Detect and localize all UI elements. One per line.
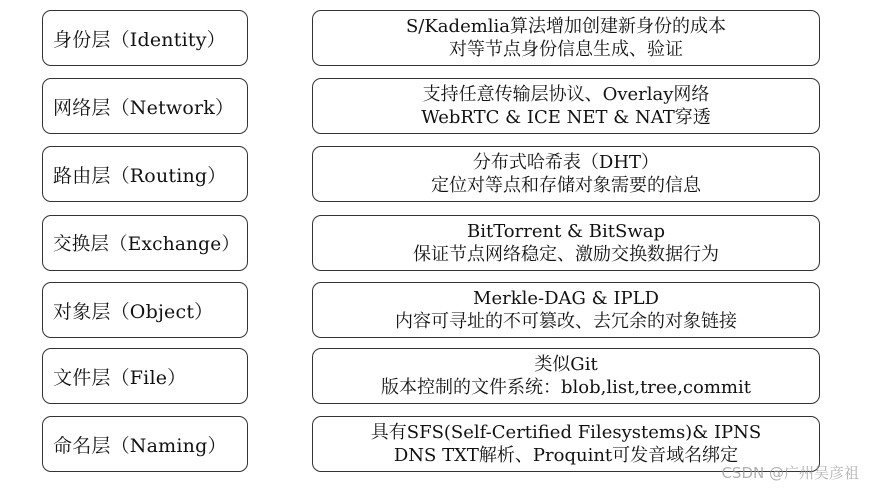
description-line: S/Kademlia算法增加创建新身份的成本 (405, 16, 727, 37)
layer-row-file (0, 348, 873, 406)
description-line: 具有SFS(Self-Certified Filesystems)& IPNS (370, 422, 762, 443)
layer-row-object (0, 282, 873, 340)
layer-box-routing (42, 146, 248, 202)
layer-row-routing (0, 146, 873, 204)
layer-row-exchange (0, 215, 873, 273)
layer-box-object (42, 282, 248, 338)
layer-box-identity (42, 10, 248, 66)
description-line: Merkle-DAG & IPLD (473, 288, 659, 309)
description-line: 支持任意传输层协议、Overlay网络 (422, 84, 710, 105)
description-line: 保证节点网络稳定、激励交换数据行为 (413, 244, 719, 265)
description-line: 内容可寻址的不可篡改、去冗余的对象链接 (395, 311, 737, 332)
watermark: CSDN @广州吴彦祖 (721, 464, 859, 482)
description-box-network (312, 78, 820, 134)
layer-name: 网络层（Network） (53, 96, 235, 119)
layer-name: 对象层（Object） (53, 300, 214, 323)
description-line: 版本控制的文件系统：blob,list,tree,commit (381, 377, 751, 398)
layer-name: 文件层（File） (53, 366, 187, 389)
layer-box-file (42, 348, 248, 404)
layer-name: 身份层（Identity） (53, 28, 226, 51)
description-line: 类似Git (534, 354, 598, 375)
layer-box-naming (42, 416, 248, 472)
description-line: BitTorrent & BitSwap (466, 221, 666, 242)
description-box-object (312, 282, 820, 338)
layer-name: 交换层（Exchange） (53, 234, 241, 255)
layer-row-identity (0, 10, 873, 68)
description-line: 对等节点身份信息生成、验证 (449, 39, 683, 60)
layer-row-network (0, 78, 873, 136)
description-line: WebRTC & ICE NET & NAT穿透 (421, 107, 711, 128)
description-box-routing (312, 146, 820, 202)
description-box-exchange (312, 215, 820, 271)
layer-name: 命名层（Naming） (53, 434, 227, 457)
layer-name: 路由层（Routing） (53, 164, 227, 187)
description-box-file (312, 348, 820, 404)
description-box-identity (312, 10, 820, 66)
layer-box-exchange (42, 215, 248, 271)
description-line: DNS TXT解析、Proquint可发音域名绑定 (393, 445, 739, 466)
description-line: 分布式哈希表（DHT） (472, 152, 660, 173)
layer-box-network (42, 78, 248, 134)
description-line: 定位对等点和存储对象需要的信息 (431, 175, 701, 196)
